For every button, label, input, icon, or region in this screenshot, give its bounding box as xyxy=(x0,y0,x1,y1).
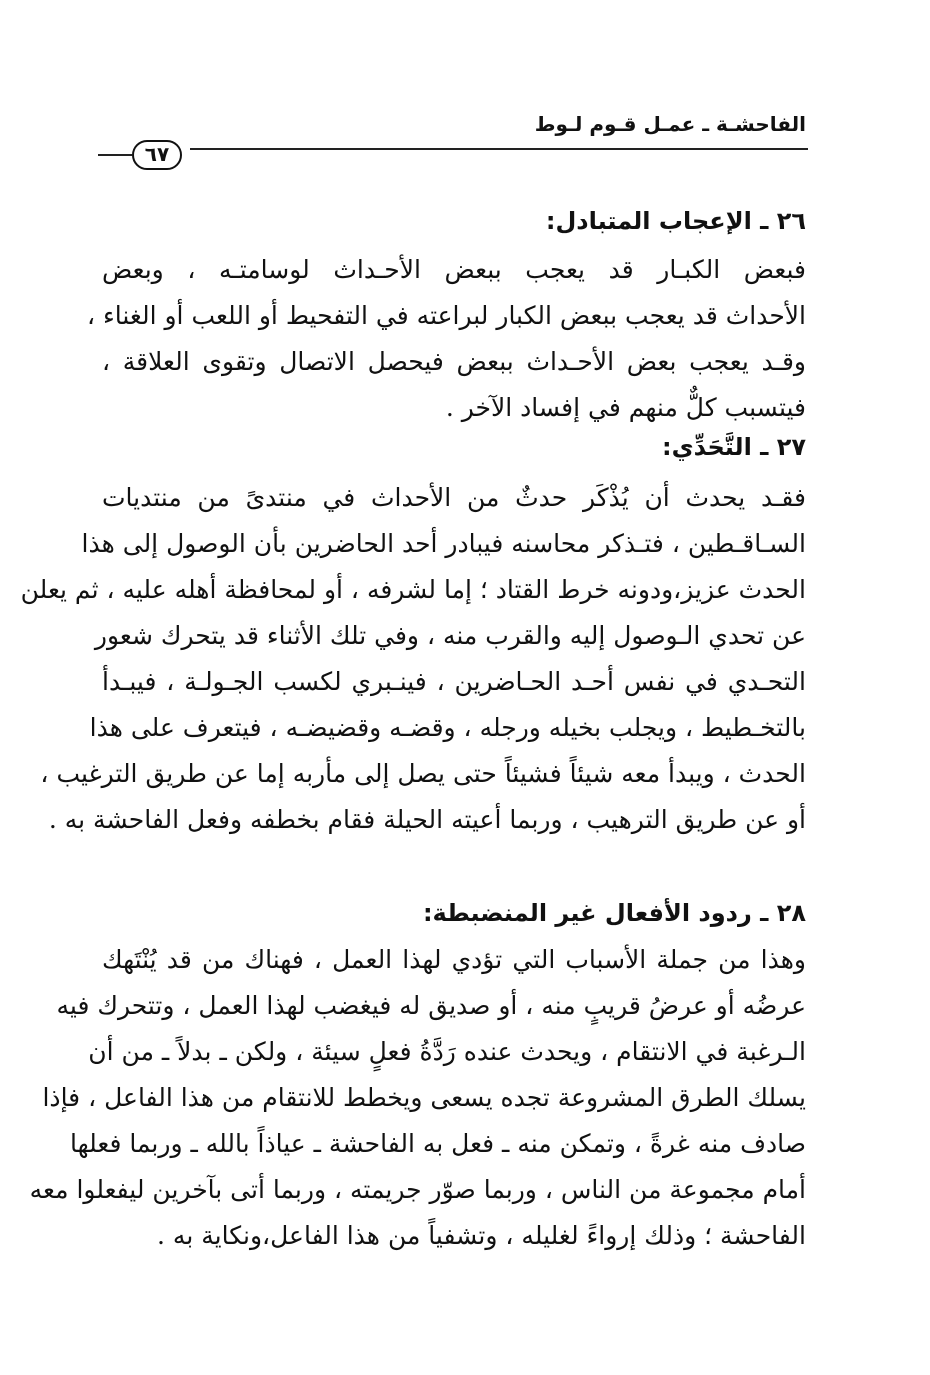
paragraph-line: وقـد يعجب بعض الأحـداث ببعض فيحصل الاتصال وتقوى العلاقة ، xyxy=(102,347,806,376)
paragraph-line: الفاحشة ؛ وذلك إرواءً لغليله ، وتشفياً من هذا الفاعل،ونكاية به . xyxy=(157,1221,806,1250)
paragraph-line: عرضُه أو عرضُ قريبٍ منه ، أو صديق له فيغضب لهذا العمل ، وتتحرك فيه xyxy=(56,991,806,1020)
paragraph-line: بالتخـطيط ، ويجلب بخيله ورجله ، وقضـه وقضيضـه ، فيتعرف على هذا xyxy=(89,713,806,742)
page-number: ٦٧ xyxy=(132,140,182,170)
paragraph-line: يسلك الطرق المشروعة تجده يسعى ويخطط للانتقام من هذا الفاعل ، فإذا xyxy=(42,1083,806,1112)
paragraph-line: وهذا من جملة الأسباب التي تؤدي لهذا العمل ، فهناك من قد يُنْتَهك xyxy=(102,945,806,974)
paragraph-line: أو عن طريق الترهيب ، وربما أعيته الحيلة فقام بخطفه وفعل الفاحشة به . xyxy=(48,805,806,834)
header-rule xyxy=(190,148,808,150)
paragraph-line: فقـد يحدث أن يُذْكَر حدثٌ من الأحداث في منتدىً من منتديات xyxy=(102,483,806,512)
paragraph-line: صادف منه غرةً ، وتمكن منه ـ فعل به الفاحشة ـ عياذاً بالله ـ وربما فعلها xyxy=(69,1129,806,1158)
paragraph-line: أمام مجموعة من الناس ، وربما صوّر جريمته ، وربما أتى بآخرين ليفعلوا معه xyxy=(29,1175,806,1204)
section-heading: ٢٦ ـ الإعجاب المتبادل: xyxy=(545,207,806,235)
paragraph-line: السـاقـطين ، فتـذكر محاسنه فيبادر أحد الحاضرين بأن الوصول إلى هذا xyxy=(81,529,806,558)
paragraph-line: الأحداث قد يعجب ببعض الكبار لبراعته في التفحيط أو اللعب أو الغناء ، xyxy=(86,301,806,330)
paragraph-line: الـرغبة في الانتقام ، ويحدث عنده رَدَّةُ فعلٍ سيئة ، ولكن ـ بدلاً ـ من أن xyxy=(88,1037,806,1066)
paragraph-line: فبعض الكبـار قد يعجب ببعض الأحـداث لوسامتـه ، وبعض xyxy=(102,255,806,284)
paragraph-line: الحدث ، ويبدأ معه شيئاً فشيئاً حتى يصل إلى مأربه إما عن طريق الترغيب ، xyxy=(40,759,806,788)
header-rule-left xyxy=(98,154,132,156)
section-heading: ٢٨ ـ ردود الأفعال غير المنضبطة: xyxy=(422,899,806,927)
paragraph-line: الحدث عزيز،ودونه خرط القتاد ؛ إما لشرفه ، أو لمحافظة أهله عليه ، ثم يعلن xyxy=(20,575,806,604)
paragraph-line: فيتسبب كلٌّ منهم في إفساد الآخر . xyxy=(445,393,806,422)
running-title: الفاحشـة ـ عمـل قـوم لـوط xyxy=(534,112,806,136)
paragraph-line: عن تحدي الـوصول إليه والقرب منه ، وفي تلك الأثناء قد يتحرك شعور xyxy=(94,621,806,650)
section-heading: ٢٧ ـ التَّحَدِّي: xyxy=(662,433,806,461)
paragraph-line: التحـدي في نفس أحـد الحـاضرين ، فينـبري لكسب الجـولـة ، فيبـدأ xyxy=(102,667,806,696)
